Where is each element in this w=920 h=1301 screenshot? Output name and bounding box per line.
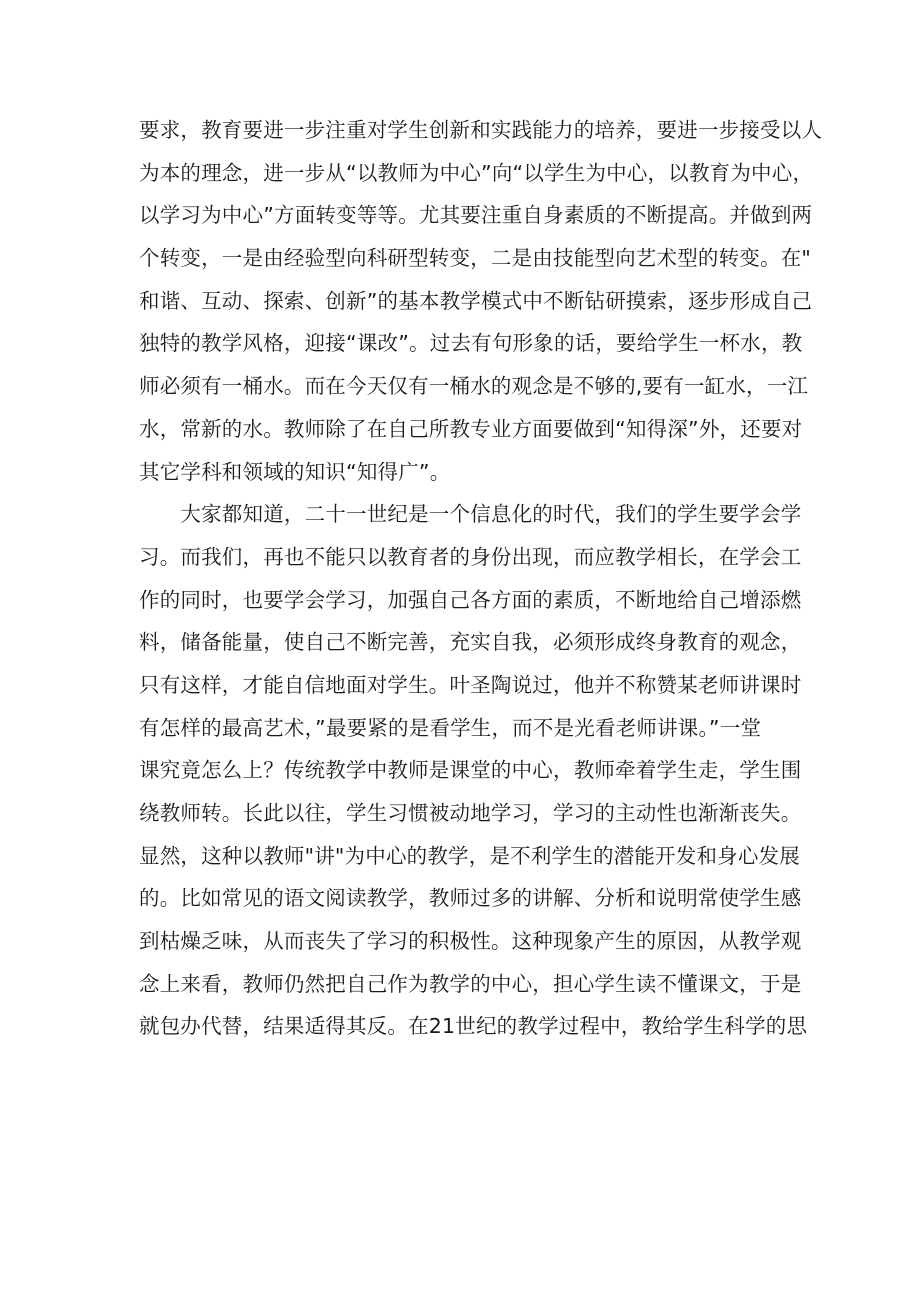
text-line: 有怎样的最高艺术，”最要紧的是看学生，而不是光看老师讲课。”一堂: [139, 715, 762, 740]
text-line: 水，常新的水。教师除了在自己所教专业方面要做到“知得深”外，还要对: [139, 416, 803, 441]
text-line: 要求，教育要进一步注重对学生创新和实践能力的培养，要进一步接受以人: [139, 118, 823, 142]
text-line: 其它学科和领域的知识“知得广”。: [139, 459, 451, 484]
text-line: 念上来看，教师仍然把自己作为教学的中心，担心学生读不懂课文，于是: [139, 971, 802, 996]
text-line: 只有这样，才能自信地面对学生。叶圣陶说过，他并不称赞某老师讲课时: [139, 672, 802, 697]
text-line: 为本的理念，进一步从“以教师为中心”向“以学生为中心，以教育为中心，: [139, 160, 814, 185]
text-line: 习。而我们，再也不能只以教育者的身份出现，而应教学相长，在学会工: [139, 544, 802, 569]
text-line: 料，储备能量，使自己不断完善，充实自我，必须形成终身教育的观念，: [139, 630, 802, 655]
text-line: 绕教师转。长此以往，学生习惯被动地学习，学习的主动性也渐渐丧失。: [139, 801, 802, 825]
text-line: 和谐、互动、探索、创新”的基本教学模式中不断钻研摸索，逐步形成自己: [139, 288, 813, 313]
body-text: [139, 109, 823, 1048]
text-line: 作的同时，也要学会学习，加强自己各方面的素质，不断地给自己增添燃: [139, 587, 802, 612]
text-line: 个转变，一是由经验型向科研型转变，二是由技能型向艺术型的转变。在": [139, 246, 812, 271]
text-line: 就包办代替，结果适得其反。在21世纪的教学过程中，教给学生科学的思: [139, 1014, 808, 1039]
text-line: 独特的教学风格，迎接“课改”。过去有句形象的话，要给学生一杯水，教: [139, 331, 803, 356]
paragraph-start-line: 大家都知道，二十一世纪是一个信息化的时代，我们的学生要学会学: [139, 502, 802, 527]
text-line: 课究竟怎么上？传统教学中教师是课堂的中心，教师牵着学生走，学生围: [139, 758, 802, 783]
text-line: 显然，这种以教师"讲"为中心的教学，是不利学生的潜能开发和身心发展: [139, 843, 800, 868]
text-line: 到枯燥乏味，从而丧失了学习的积极性。这种现象产生的原因，从教学观: [139, 929, 802, 954]
text-line: 的。比如常见的语文阅读教学，教师过多的讲解、分析和说明常使学生感: [139, 886, 802, 911]
text-line: 师必须有一桶水。而在今天仅有一桶水的观念是不够的,要有一缸水，一江: [139, 374, 809, 399]
text-line: 以学习为中心”方面转变等等。尤其要注重自身素质的不断提高。并做到两: [139, 203, 813, 228]
